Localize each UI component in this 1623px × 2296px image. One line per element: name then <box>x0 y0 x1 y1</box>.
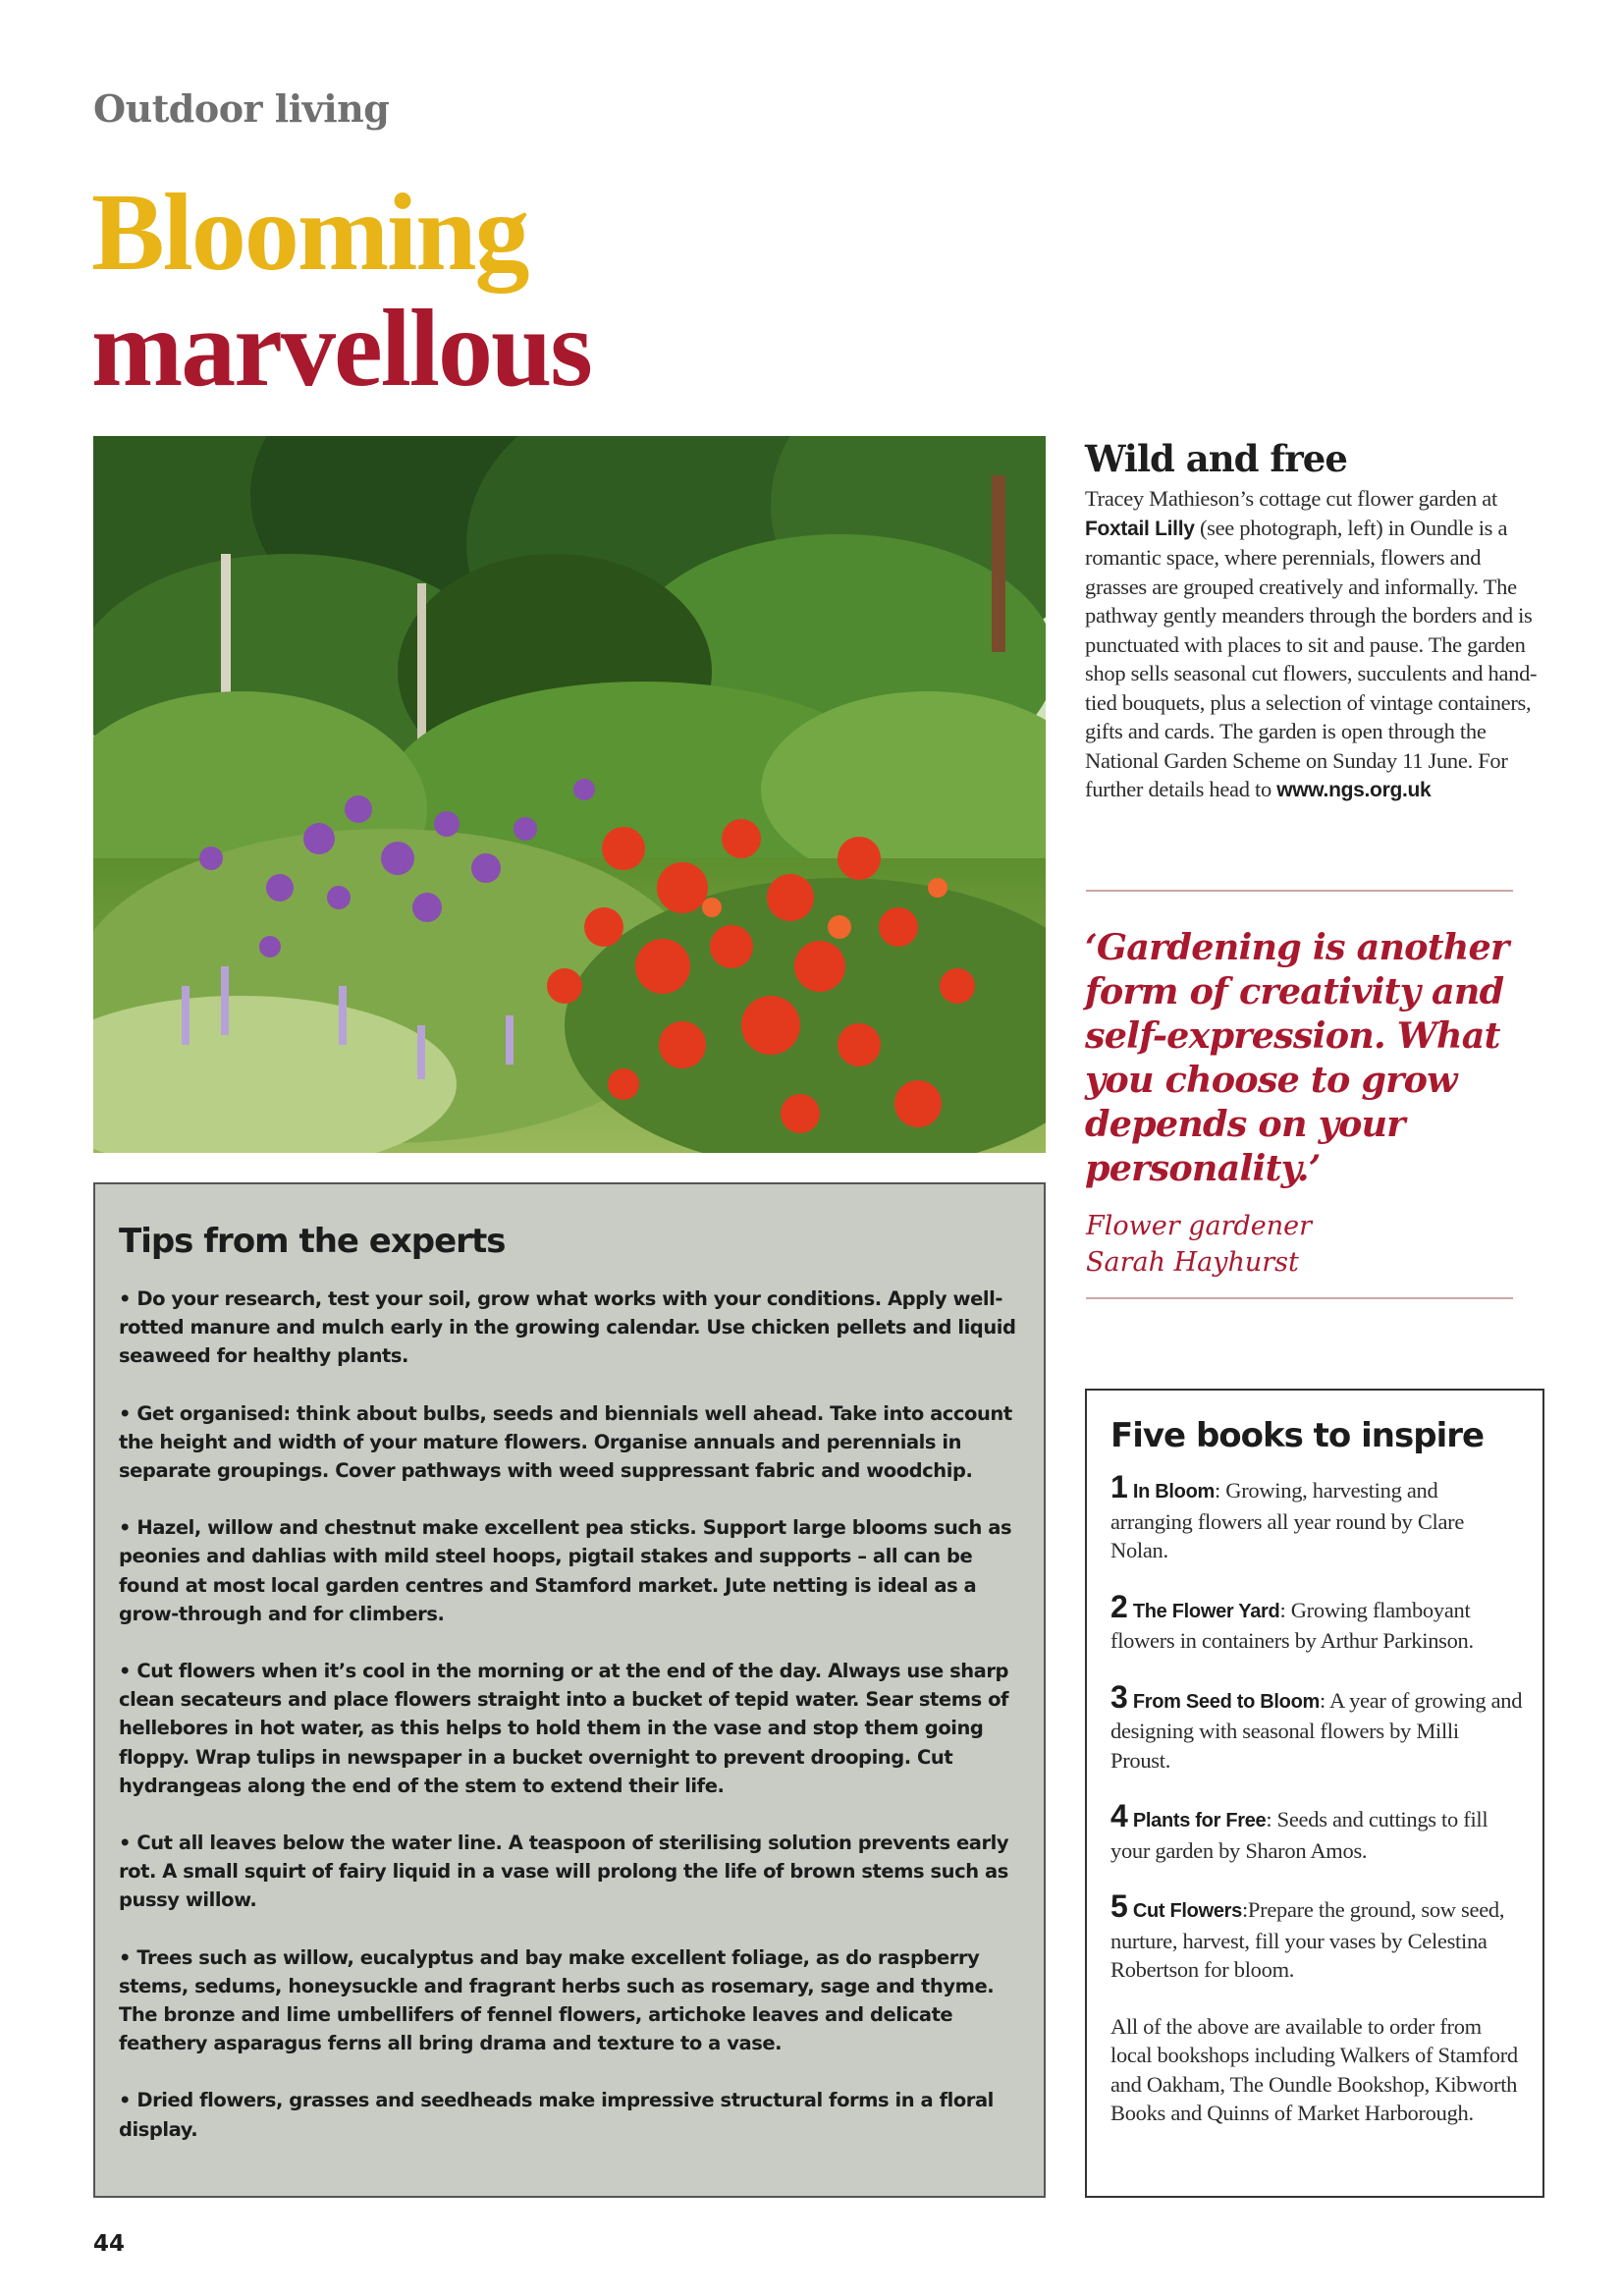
quote-attribution <box>1086 1208 1528 1281</box>
book-title: In Bloom <box>1132 1481 1215 1503</box>
book-item <box>1110 1588 1523 1656</box>
books-heading: Five books to inspire <box>1110 1416 1485 1455</box>
books-availability-note: All of the above are available to order from local bookshops including Walkers of Stamford and Oakham, The Oundle Bookshop, Kibworth Books and Quinns of Market Harborough. <box>1110 2013 1518 2125</box>
wild-and-free-article <box>1085 437 1546 805</box>
book-description: : Growing, harvesting and arranging flowers all year round by Clare Nolan. <box>1110 1478 1465 1562</box>
wild-text-after: (see photograph, left) in Oundle is a romantic space, where perennials, flowers and grasses are grouped creatively and informally. The pathway gently meanders through the borders and is punctuated with places to sit and pause. The garden shop sells seasonal cut flowers, succulents and hand-tied bouquets, plus a selection of vintage containers, gifts and cards. The garden is open through the National Garden Scheme on Sunday 11 June. For further details head to <box>1085 515 1538 801</box>
book-title: From Seed to Bloom <box>1132 1690 1320 1713</box>
book-number: 4 <box>1110 1798 1128 1833</box>
garden-photo <box>93 436 1046 1153</box>
tips-box <box>93 1182 1046 2198</box>
ngs-link[interactable]: www.ngs.org.uk <box>1276 779 1432 801</box>
pull-quote: ‘Gardening is another form of creativity and self-expression. What you choose to grow depends on your personality.’ <box>1085 926 1509 1189</box>
attribution-line-1: Flower gardener <box>1086 1211 1313 1241</box>
quote-top-rule <box>1086 890 1513 892</box>
tip-item: • Get organised: think about bulbs, seeds and biennials well ahead. Take into account the height and width of your mature flowers. Organise annuals and perennials in separate groupings. Cover pathways with weed suppressant fabric and woodchip. <box>119 1401 1012 1483</box>
tip-item: • Dried flowers, grasses and seedheads make impressive structural forms in a floral display. <box>119 2089 994 2141</box>
book-item <box>1110 1888 1523 1985</box>
wild-text-before: Tracey Mathieson’s cottage cut flower garden at <box>1085 486 1497 511</box>
book-number: 1 <box>1110 1469 1128 1504</box>
book-item <box>1110 1469 1523 1565</box>
book-number: 5 <box>1110 1888 1128 1924</box>
section-label: Outdoor living <box>93 86 390 131</box>
wild-heading: Wild and free <box>1085 437 1347 480</box>
page-title <box>91 172 591 410</box>
tip-item: • Hazel, willow and chestnut make excellent pea sticks. Support large blooms such as peonies and dahlias with mild steel hoops, pigtail stakes and supports – all can be found at most local garden centres and Stamford market. Jute netting is ideal as a grow-through and for climbers. <box>119 1516 1012 1625</box>
tips-heading: Tips from the experts <box>119 1222 506 1261</box>
tip-item: • Do your research, test your soil, grow what works with your conditions. Apply well-rotted manure and mulch early in the growing calendar. Use chicken pellets and liquid seaweed for healthy plants. <box>119 1287 1016 1368</box>
book-description: : Growing flamboyant flowers in containers by Arthur Parkinson. <box>1110 1597 1474 1653</box>
page-number: 44 <box>93 2231 126 2257</box>
book-title: Cut Flowers <box>1132 1900 1242 1922</box>
tip-item: • Cut all leaves below the water line. A teaspoon of sterilising solution prevents early rot. A small squirt of fairy liquid in a vase will prolong the life of brown stems such as pussy willow. <box>119 1831 1009 1912</box>
title-line-2: marvellous <box>91 288 591 410</box>
book-title: Plants for Free <box>1132 1810 1267 1831</box>
book-number: 3 <box>1110 1678 1128 1715</box>
wild-body <box>1085 484 1546 805</box>
garden-illustration <box>93 436 1046 1153</box>
book-item <box>1110 1678 1523 1776</box>
foxtail-lilly-name: Foxtail Lilly <box>1085 517 1195 540</box>
tip-item: • Trees such as willow, eucalyptus and bay make excellent foliage, as do raspberry stems, sedums, honeysuckle and fragrant herbs such as rosemary, sage and thyme. The bronze and lime umbellifers of fennel flowers, artichoke leaves and delicate feathery asparagus ferns all bring drama and texture to a vase. <box>119 1945 995 2055</box>
book-description: : Seeds and cuttings to fill your garden by Sharon Amos. <box>1110 1807 1488 1863</box>
attribution-line-2: Sarah Hayhurst <box>1086 1247 1299 1278</box>
quote-bottom-rule <box>1086 1297 1513 1299</box>
book-item <box>1110 1798 1523 1865</box>
title-line-1: Blooming <box>91 172 528 294</box>
book-description: : A year of growing and designing with seasonal flowers by Milli Proust. <box>1110 1687 1523 1773</box>
tip-item: • Cut flowers when it’s cool in the morning or at the end of the day. Always use sharp clean secateurs and place flowers straight into a bucket of tepid water. Sear stems of hellebores in hot water, as this helps to hold them in the vase and stop them going floppy. Wrap tulips in newspaper in a bucket overnight to prevent drooping. Cut hydrangeas along the end of the stem to extend their life. <box>119 1660 1009 1797</box>
books-box <box>1085 1389 1544 2198</box>
book-description: :Prepare the ground, sow seed, nurture, harvest, fill your vases by Celestina Robertson for bloom. <box>1110 1897 1505 1982</box>
book-number: 2 <box>1110 1588 1128 1624</box>
book-title: The Flower Yard <box>1132 1600 1280 1622</box>
